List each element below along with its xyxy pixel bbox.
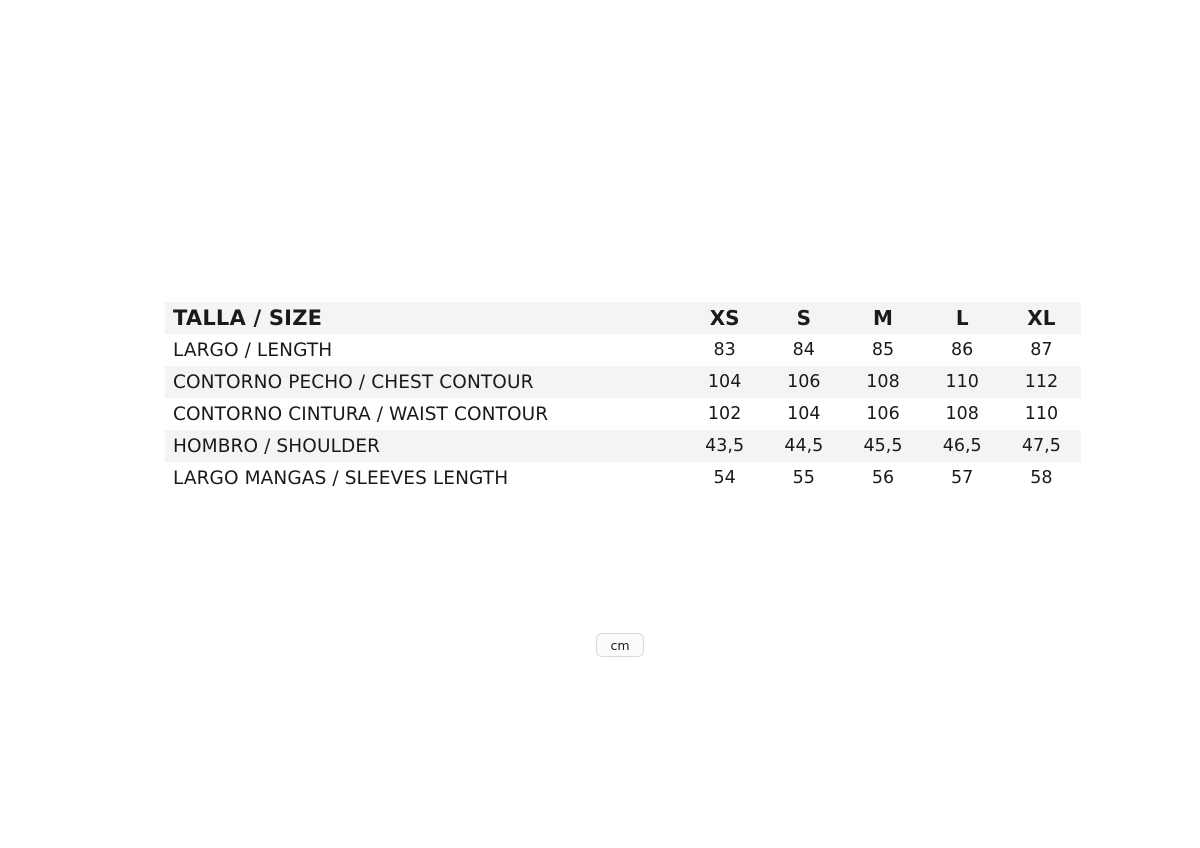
cell-shoulder-xl: 47,5	[1021, 436, 1061, 456]
cell-chest-s: 106	[787, 372, 821, 392]
header-size-xl: XL	[1027, 306, 1056, 330]
table-header	[165, 302, 1081, 334]
cell-waist-l: 108	[945, 404, 979, 424]
header-size-xs: XS	[709, 306, 740, 330]
cell-chest-xs: 104	[707, 372, 742, 392]
cell-shoulder-m: 45,5	[863, 436, 903, 456]
cell-shoulder-s: 44,5	[784, 436, 824, 456]
cell-length-l: 86	[951, 340, 974, 360]
header-size-l: L	[955, 306, 969, 330]
cell-chest-m: 108	[866, 372, 900, 392]
cell-length-s: 84	[792, 340, 815, 360]
unit-badge-label: cm	[610, 637, 630, 653]
cell-sleeves-s: 55	[792, 468, 815, 488]
table-row	[165, 366, 1081, 398]
table-row	[165, 334, 1081, 366]
row-label-length: LARGO / LENGTH	[173, 339, 333, 361]
size-chart-table	[165, 302, 1081, 494]
table-row	[165, 462, 1081, 494]
cell-sleeves-xl: 58	[1030, 468, 1053, 488]
cell-sleeves-l: 57	[951, 468, 974, 488]
header-label: TALLA / SIZE	[173, 306, 323, 330]
size-chart	[165, 302, 1081, 494]
header-size-m: M	[873, 306, 893, 330]
cell-sleeves-xs: 54	[713, 468, 736, 488]
row-label-chest-contour: CONTORNO PECHO / CHEST CONTOUR	[173, 371, 534, 393]
cell-length-m: 85	[871, 340, 895, 360]
row-label-shoulder: HOMBRO / SHOULDER	[173, 435, 381, 457]
cell-sleeves-m: 56	[871, 468, 895, 488]
cell-waist-xl: 110	[1024, 404, 1059, 424]
row-label-waist-contour: CONTORNO CINTURA / WAIST CONTOUR	[173, 403, 549, 425]
row-label-sleeves-length: LARGO MANGAS / SLEEVES LENGTH	[173, 467, 509, 489]
table-body	[165, 334, 1081, 494]
table-row	[165, 398, 1081, 430]
cell-chest-l: 110	[945, 372, 979, 392]
cell-waist-xs: 102	[707, 404, 742, 424]
header-size-s: S	[796, 306, 812, 330]
table-header-row	[165, 302, 1081, 334]
cell-waist-s: 104	[787, 404, 821, 424]
unit-badge	[596, 633, 644, 657]
cell-waist-m: 106	[866, 404, 900, 424]
table-row	[165, 430, 1081, 462]
cell-shoulder-l: 46,5	[942, 436, 982, 456]
cell-shoulder-xs: 43,5	[705, 436, 745, 456]
cell-chest-xl: 112	[1024, 372, 1059, 392]
cell-length-xl: 87	[1030, 340, 1053, 360]
cell-length-xs: 83	[713, 340, 736, 360]
